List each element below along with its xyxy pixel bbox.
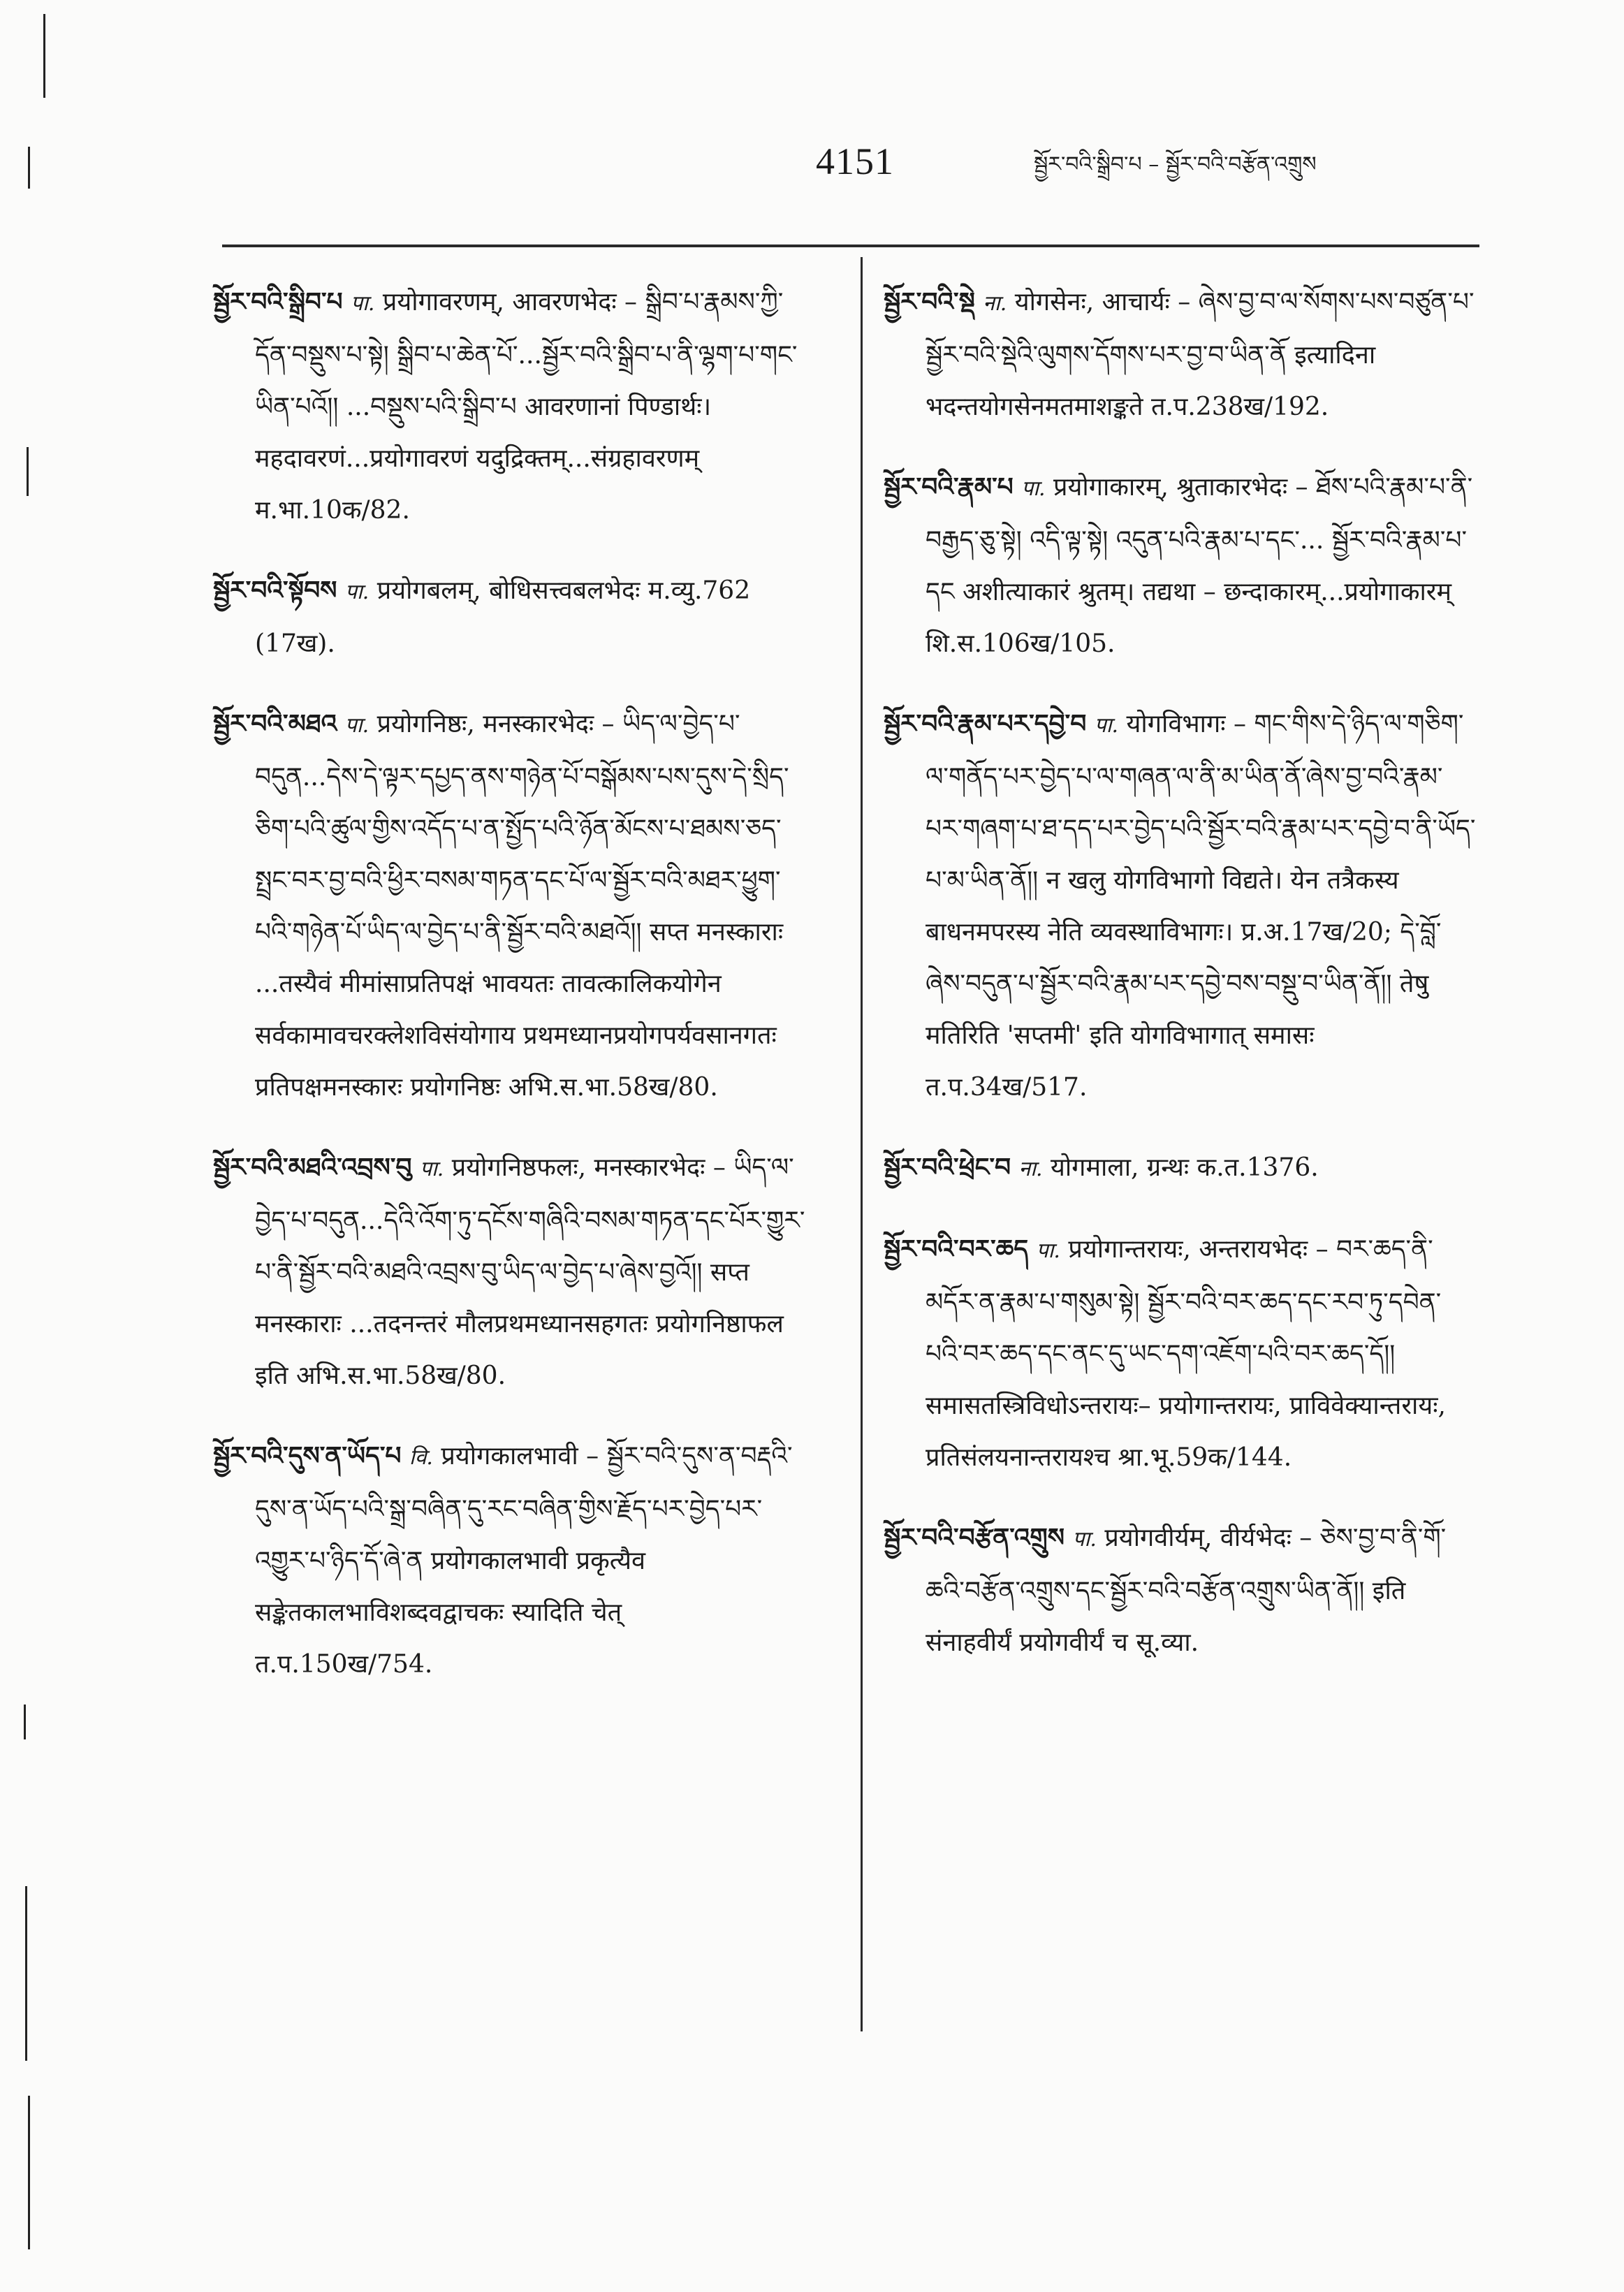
- entry-body: प्रयोगनिष्ठफलः, मनस्कारभेदः – ཡིད་ལ་བྱེད་པ་བདུན...དེའི་འོག་ཏུ་དངོས་གཞིའི་བསམ་གཏན་དང་པོར་གྱུར་པ་ནི་སྦྱོར་བའི་མཐའི་འབྲས་བུ་ཡིད་ལ་བྱེད་པ་ཞེས་བྱའོ།། सप्त मनस्काराः ...तदनन्तरं मौलप्रथमध्यानसहगतः प्रयोगनिष्ठाफल इति अभि.स.भा.58ख/80.: [255, 1153, 805, 1390]
- dictionary-entry: [884, 461, 1477, 670]
- entry-body: प्रयोगाकारम्, श्रुताकारभेदः – ཐོས་པའི་རྣམ་པ་ནི་བརྒྱད་ཅུ་སྟེ། འདི་ལྟ་སྟེ། འདུན་པའི་རྣམ་པ་དང་... སྦྱོར་བའི་རྣམ་པ་དང अशीत्याकारं श्रुतम्। तद्यथा – छन्दाकारम्...प्रयोगाकारम् शि.स.106ख/105.: [926, 473, 1473, 658]
- entry-pos: पा.: [419, 1157, 444, 1181]
- dictionary-entry: [884, 698, 1477, 1114]
- entry-pos: वि.: [409, 1445, 433, 1470]
- dictionary-entry: [884, 1512, 1477, 1669]
- entry-body: प्रयोगबलम्, बोधिसत्त्वबलभेदः म.व्यु.762 (17ख).: [255, 576, 751, 658]
- entry-pos: पा.: [351, 291, 375, 316]
- page-number: 4151: [816, 140, 894, 182]
- dictionary-entry: [884, 1141, 1477, 1195]
- entry-pos: पा.: [1094, 713, 1119, 738]
- entry-headword: སྦྱོར་བའི་རྣམ་པ: [884, 472, 1014, 502]
- running-head: སྦྱོར་བའི་སྒྲིབ་པ – སྦྱོར་བའི་བརྩོན་འགྲུས: [1034, 152, 1317, 177]
- entry-body: प्रयोगनिष्ठः, मनस्कारभेदः – ཡིད་ལ་བྱེད་པ་བདུན...དེས་དེ་ལྟར་དཔྱད་ནས་གཉེན་པོ་བསྒོམས་པས་དུས་དེ་སྲིད་ཅིག་པའི་ཚུལ་གྱིས་འདོད་པ་ན་སྤྱོད་པའི་ཉོན་མོངས་པ་ཐམས་ཅད་སྤྲང་བར་བྱ་བའི་ཕྱིར་བསམ་གཏན་དང་པོ་ལ་སྦྱོར་བའི་མཐར་ཕྱུག་པའི་གཉེན་པོ་ཡིད་ལ་བྱེད་པ་ནི་སྦྱོར་བའི་མཐའོ།། सप्त मनस्काराः ...तस्यैवं मीमांसाप्रतिपक्षं भावयतः तावत्कालिकयोगेन सर्वकामावचरक्लेशविसंयोगाय प्रथमध्यानप्रयोगपर्यवसानगतः प्रतिपक्षमनस्कारः प्रयोगनिष्ठः अभि.स.भा.58ख/80.: [255, 710, 789, 1102]
- entry-body: प्रयोगवीर्यम्, वीर्यभेदः – ཅེས་བྱ་བ་ནི་གོ་ཆའི་བརྩོན་འགྲུས་དང་སྦྱོར་བའི་བརྩོན་འགྲུས་ཡིན་ནོ།། इति संनाहवीर्यं प्रयोगवीर्यं च सू.व्या.: [926, 1524, 1447, 1657]
- dictionary-entry: [213, 564, 807, 670]
- margin-mark: [27, 447, 29, 496]
- dictionary-entry: [213, 1430, 807, 1691]
- entry-headword: སྦྱོར་བའི་ཕྲེང་བ: [884, 1153, 1011, 1182]
- entry-body: प्रयोगावरणम्, आवरणभेदः – སྒྲིབ་པ་རྣམས་ཀྱི་དོན་བསྡུས་པ་སྟེ། སྒྲིབ་པ་ཆེན་པོ་...སྦྱོར་བའི་སྒྲིབ་པ་ནི་ལྷག་པ་གང་ཡིན་པའོ།། ...བསྡུས་པའི་སྒྲིབ་པ आवरणानां पिण्डार्थः। महदावरणं...प्रयोगावरणं यदुद्रिक्तम्...संग्रहावरणम् म.भा.10क/82.: [255, 288, 798, 525]
- entry-pos: पा.: [1072, 1527, 1097, 1552]
- entry-body: प्रयोगकालभावी – སྦྱོར་བའི་དུས་ན་བརྡའི་དུས་ན་ཡོད་པའི་སྒྲ་བཞིན་དུ་རང་བཞིན་གྱིས་རྗོད་པར་བྱེད་པར་འགྱུར་པ་ཉིད་དོ་ཞེ་ན प्रयोगकालभावी प्रकृत्यैव सङ्केतकालभाविशब्दवद्वाचकः स्यादिति चेत् त.प.150ख/754.: [255, 1442, 793, 1679]
- entry-body: योगविभागः – གང་གིས་དེ་ཉིད་ལ་གཅིག་ལ་གནོད་པར་བྱེད་པ་ལ་གཞན་ལ་ནི་མ་ཡིན་ནོ་ཞེས་བྱ་བའི་རྣམ་པར་གཞག་པ་ཐ་དད་པར་བྱེད་པའི་སྦྱོར་བའི་རྣམ་པར་དབྱེ་བ་ནི་ཡོད་པ་མ་ཡིན་ནོ།། न खलु योगविभागो विद्यते। येन तत्रैकस्य बाधनमपरस्य नेति व्यवस्थाविभागः। प्र.अ.17ख/20; དེ་བློ་ཞེས་བདུན་པ་སྦྱོར་བའི་རྣམ་པར་དབྱེ་བས་བསྡུ་བ་ཡིན་ནོ།། तेषु मतिरिति 'सप्तमी' इति योगविभागात् समासः त.प.34ख/517.: [926, 710, 1476, 1102]
- dictionary-entry: [213, 276, 807, 536]
- entry-headword: སྦྱོར་བའི་མཐའི་འབྲས་བུ: [213, 1153, 412, 1182]
- entry-pos: पा.: [1021, 476, 1046, 501]
- margin-mark: [28, 147, 30, 189]
- margin-mark: [43, 14, 45, 98]
- column-divider: [861, 257, 863, 2031]
- header-rule: [222, 244, 1479, 247]
- entry-pos: ना.: [983, 291, 1007, 316]
- entry-pos: पा.: [1036, 1239, 1060, 1263]
- right-column: [884, 276, 1477, 1697]
- dictionary-entry: [213, 1141, 807, 1402]
- entry-headword: སྦྱོར་བའི་བརྩོན་འགྲུས: [884, 1523, 1065, 1552]
- entry-pos: पा.: [344, 580, 370, 604]
- margin-mark: [24, 1705, 26, 1739]
- entry-pos: पा.: [344, 713, 370, 738]
- entry-headword: སྦྱོར་བའི་བར་ཆད: [884, 1234, 1029, 1264]
- entry-headword: སྦྱོར་བའི་དུས་ན་ཡོད་པ: [213, 1441, 402, 1470]
- entry-headword: སྦྱོར་བའི་སྒྲིབ་པ: [213, 287, 343, 316]
- dictionary-entry: [213, 698, 807, 1114]
- entry-pos: ना.: [1018, 1157, 1043, 1181]
- dictionary-entry: [884, 276, 1477, 433]
- entry-headword: སྦྱོར་བའི་རྣམ་པར་དབྱེ་བ: [884, 709, 1087, 738]
- entry-headword: སྦྱོར་བའི་སྡེ: [884, 287, 975, 316]
- entry-body: योगमाला, ग्रन्थः क.त.1376.: [1050, 1153, 1319, 1182]
- entry-body: प्रयोगान्तरायः, अन्तरायभेदः – བར་ཆད་ནི་མདོར་ན་རྣམ་པ་གསུམ་སྟེ། སྦྱོར་བའི་བར་ཆད་དང་རབ་ཏུ་དབེན་པའི་བར་ཆད་དང་ནང་དུ་ཡང་དག་འཇོག་པའི་བར་ཆད་དོ།། समासतस्त्रिविधोऽन्तरायः– प्रयोगान्तरायः, प्राविवेक्यान्तरायः, प्रतिसंलयनान्तरायश्च श्रा.भू.59क/144.: [926, 1235, 1446, 1472]
- margin-mark: [25, 1886, 27, 2061]
- entry-headword: སྦྱོར་བའི་མཐའ: [213, 709, 337, 738]
- entry-headword: སྦྱོར་བའི་སྟོབས: [213, 576, 337, 605]
- margin-mark: [28, 2096, 30, 2249]
- left-column: [213, 276, 807, 1718]
- dictionary-entry: [884, 1223, 1477, 1484]
- entry-body: योगसेनः, आचार्यः – ཞེས་བྱ་བ་ལ་སོགས་པས་བཙུན་པ་སྦྱོར་བའི་སྡེའི་ལུགས་དོགས་པར་བྱ་བ་ཡིན་ནོ इत्यादिना भदन्तयोगसेनमतमाशङ्कते त.प.238ख/192.: [926, 288, 1475, 421]
